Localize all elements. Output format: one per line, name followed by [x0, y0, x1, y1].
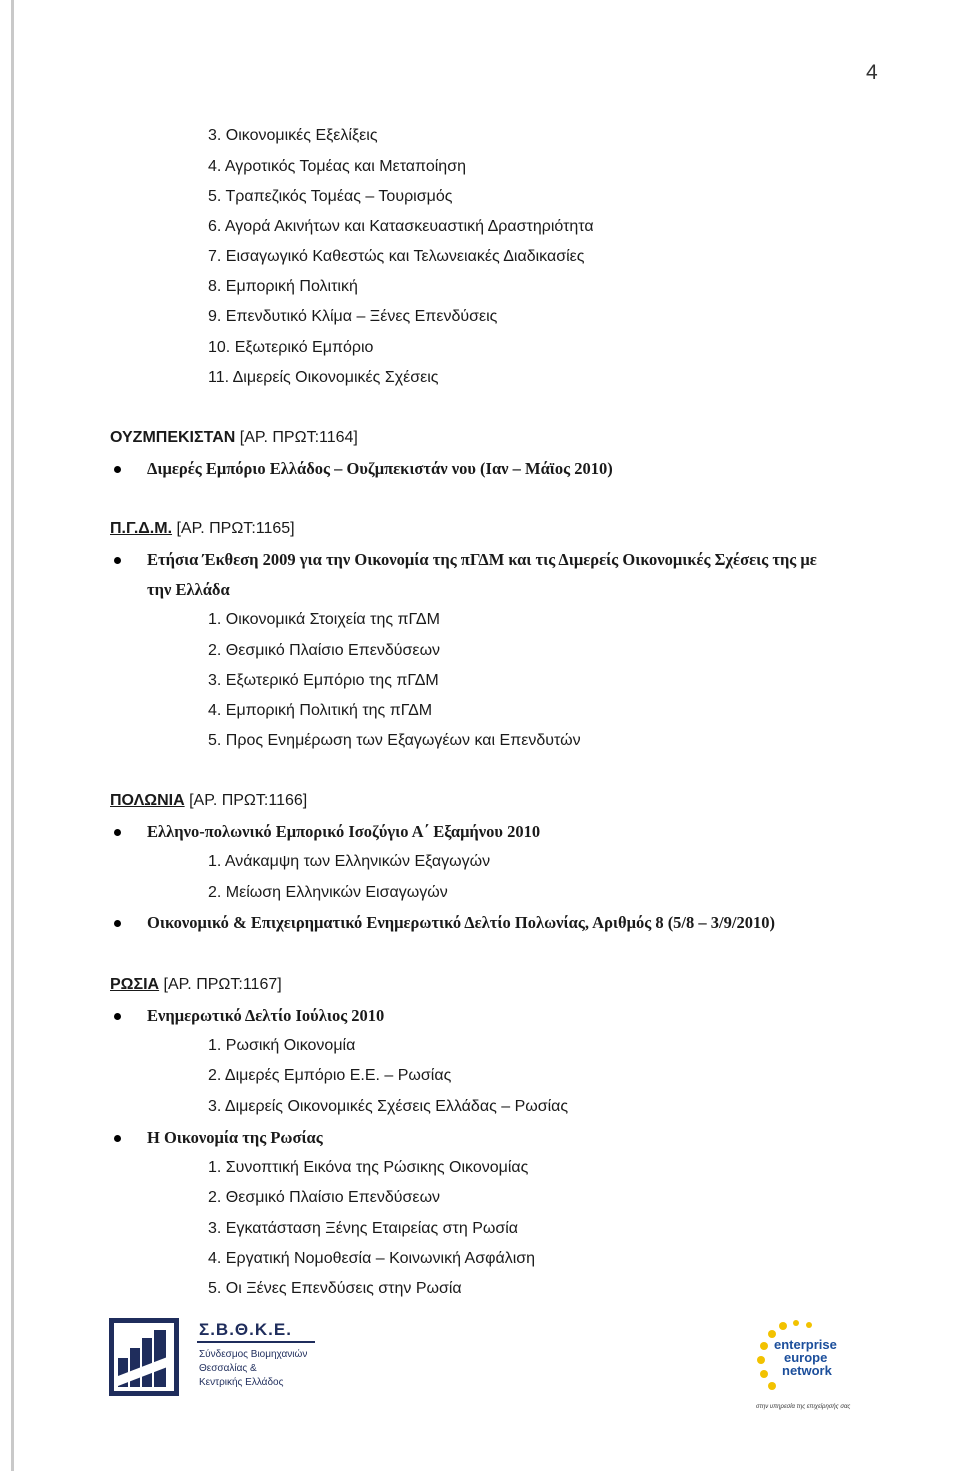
een-line3: network	[782, 1363, 832, 1378]
list-item: 2. Θεσμικό Πλαίσιο Επενδύσεων	[208, 1189, 441, 1206]
een-line2: europe	[784, 1350, 828, 1365]
report-title: Οικονομικό & Επιχειρηματικό Ενημερωτικό Δελτίο Πολωνίας, Αριθμός 8 (5/8 – 3/9/2010)	[147, 913, 775, 932]
country-name: ΠΟΛΩΝΙΑ	[110, 792, 185, 809]
bullet-icon	[114, 1135, 121, 1142]
bullet-icon	[114, 920, 121, 927]
list-item: 4. Εμπορική Πολιτική της πΓΔΜ	[208, 702, 433, 719]
een-star-ring-icon	[752, 1316, 862, 1416]
list-item: 11. Διμερείς Οικονομικές Σχέσεις	[208, 369, 439, 386]
list-item: 2. Διμερές Εμπόριο Ε.Ε. – Ρωσίας	[208, 1067, 452, 1084]
protocol-ref: [ΑΡ. ΠΡΩΤ:1167]	[159, 976, 282, 993]
report-title-cont: την Ελλάδα	[147, 580, 230, 599]
section-heading-fyrom	[110, 519, 295, 539]
list-item: 3. Εξωτερικό Εμπόριο της πΓΔΜ	[208, 672, 439, 689]
divider	[197, 1341, 315, 1343]
report-title: Η Οικονομία της Ρωσίας	[147, 1128, 323, 1147]
report-title: Ετήσια Έκθεση 2009 για την Οικονομία της πΓΔΜ και τις Διμερείς Οικονομικές Σχέσεις της με	[147, 550, 817, 569]
section-heading-poland	[110, 791, 307, 811]
list-item: 2. Θεσμικό Πλαίσιο Επενδύσεων	[208, 642, 441, 659]
list-item: 9. Επενδυτικό Κλίμα – Ξένες Επενδύσεις	[208, 308, 498, 325]
country-name: ΡΩΣΙΑ	[110, 976, 160, 993]
list-item: 3. Διμερείς Οικονομικές Σχέσεις Ελλάδας – Ρωσίας	[208, 1098, 569, 1115]
een-tagline: στην υπηρεσία της επιχείρησής σας	[756, 1404, 851, 1410]
list-item: 1. Ανάκαμψη των Ελληνικών Εξαγωγών	[208, 853, 491, 870]
list-item: 5. Οι Ξένες Επενδύσεις στην Ρωσία	[208, 1280, 462, 1297]
list-item: 1. Οικονομικά Στοιχεία της πΓΔΜ	[208, 611, 440, 628]
section-heading-russia	[110, 975, 282, 995]
protocol-ref: [ΑΡ. ΠΡΩΤ:1166]	[184, 792, 308, 809]
bullet-icon	[114, 829, 121, 836]
list-item: 3. Εγκατάσταση Ξένης Εταιρείας στη Ρωσία	[208, 1220, 519, 1237]
sbvke-line: Θεσσαλίας &	[199, 1363, 257, 1374]
factory-emblem-icon	[109, 1318, 179, 1396]
list-item: 1. Συνοπτική Εικόνα της Ρώσικης Οικονομίας	[208, 1159, 529, 1176]
protocol-ref: [ΑΡ. ΠΡΩΤ:1165]	[172, 520, 295, 537]
sbvke-logo	[109, 1318, 319, 1398]
list-item: 4. Εργατική Νομοθεσία – Κοινωνική Ασφάλιση	[208, 1250, 536, 1267]
list-item: 5. Προς Ενημέρωση των Εξαγωγέων και Επενδυτών	[208, 732, 581, 749]
left-margin-rule	[11, 0, 14, 1471]
list-item: 8. Εμπορική Πολιτική	[208, 278, 358, 295]
list-item: 1. Ρωσική Οικονομία	[208, 1037, 356, 1054]
report-title: Διμερές Εμπόριο Ελλάδος – Ουζμπεκιστάν νου (Ιαν – Μάϊος 2010)	[147, 459, 613, 478]
list-item: 7. Εισαγωγικό Καθεστώς και Τελωνειακές Διαδικασίες	[208, 248, 585, 265]
list-item: 10. Εξωτερικό Εμπόριο	[208, 339, 374, 356]
country-name: Π.Γ.Δ.Μ.	[110, 520, 173, 537]
sbvke-title: Σ.Β.Θ.Κ.Ε.	[199, 1320, 292, 1339]
bullet-icon	[114, 557, 121, 564]
een-line1: enterprise	[774, 1337, 837, 1352]
sbvke-line: Κεντρικής Ελλάδος	[199, 1377, 284, 1388]
country-name: ΟΥΖΜΠΕΚΙΣΤΑΝ	[110, 429, 236, 446]
sbvke-line: Σύνδεσμος Βιομηχανιών	[199, 1349, 308, 1360]
list-item: 2. Μείωση Ελληνικών Εισαγωγών	[208, 884, 448, 901]
page-number: 4	[866, 61, 878, 84]
bullet-icon	[114, 466, 121, 473]
report-title: Ελληνο-πολωνικό Εμπορικό Ισοζύγιο Α΄ Εξαμήνου 2010	[147, 822, 541, 841]
protocol-ref: [ΑΡ. ΠΡΩΤ:1164]	[235, 429, 358, 446]
list-item: 6. Αγορά Ακινήτων και Κατασκευαστική Δραστηριότητα	[208, 218, 594, 235]
section-heading-uzbekistan	[110, 428, 358, 448]
sbvke-subtitle	[199, 1348, 307, 1390]
report-title: Ενημερωτικό Δελτίο Ιούλιος 2010	[147, 1006, 385, 1025]
list-item: 4. Αγροτικός Τομέας και Μεταποίηση	[208, 158, 466, 175]
list-item: 3. Οικονομικές Εξελίξεις	[208, 127, 378, 144]
bullet-icon	[114, 1013, 121, 1020]
list-item: 5. Τραπεζικός Τομέας – Τουρισμός	[208, 188, 453, 205]
een-logo	[752, 1316, 862, 1416]
